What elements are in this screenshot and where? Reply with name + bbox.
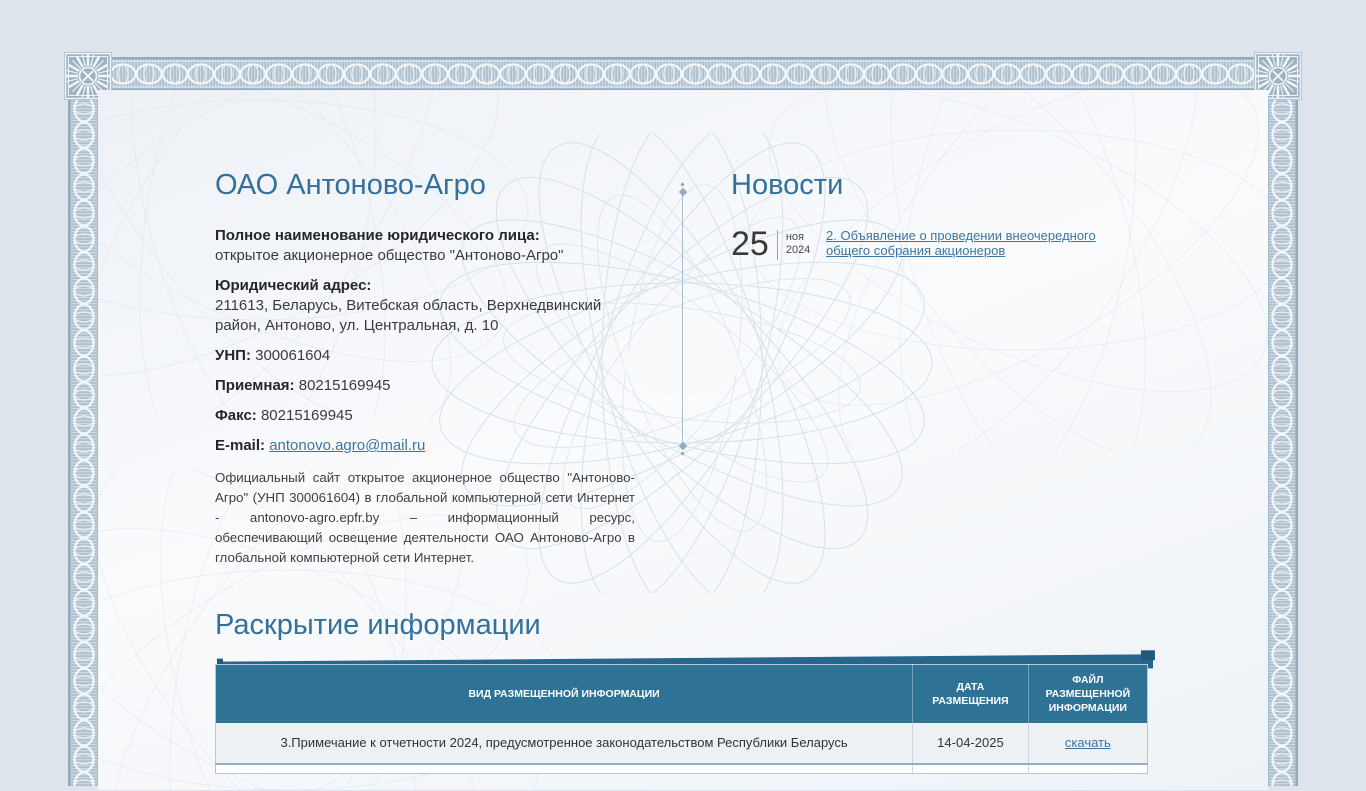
col-header-info: ВИД РАЗМЕЩЕННОЙ ИНФОРМАЦИИ [216, 665, 913, 724]
full-name-label: Полное наименование юридического лица: [215, 227, 540, 244]
frame-band-left [68, 96, 100, 786]
cell-date: 14-04-2025 [913, 723, 1029, 764]
column-divider [682, 193, 683, 445]
news-date-separator [777, 230, 778, 260]
news-month: ноя [785, 231, 804, 243]
site-description: Официальный сайт открытое акционерное общество "Антоново-Агро" (УНП 300061604) в глобальной компьютерной сети Интернет - antonovo-agro.epfr.by – информационный ресурс, обеспечивающий освещение деятельности ОАО Антоново-Агро в глобальной компьютерной сети Интернет. [215, 470, 635, 565]
disclosure-title: Раскрытие информации [215, 609, 541, 641]
fax-value: 80215169945 [260, 407, 353, 424]
reception-label: Приемная: [215, 377, 295, 394]
company-info-section [215, 168, 635, 568]
certificate-frame [64, 50, 1302, 780]
news-link[interactable]: 2. Объявление о проведении внеочередного общего собрания акционеров [826, 228, 1096, 258]
address-value: 211613, Беларусь, Витебская область, Верхнедвинский район, Антоново, ул. Центральная, д. 10 [215, 297, 602, 334]
page-title: ОАО Антоново-Агро [215, 169, 486, 201]
table-row [216, 723, 1148, 764]
news-date [731, 225, 826, 263]
unp-value: 300061604 [255, 347, 331, 364]
news-month-year [786, 228, 810, 257]
news-day: 25 [731, 225, 769, 263]
unp-field [215, 346, 635, 366]
full-name-value: открытое акционерное общество "Антоново-Агро" [215, 247, 564, 264]
fax-label: Факс: [215, 407, 257, 424]
cell-file [1028, 723, 1147, 764]
content-panel [98, 90, 1268, 790]
col-header-file: ФАЙЛ РАЗМЕЩЕННОЙ ИНФОРМАЦИИ [1028, 665, 1147, 724]
table-header-row [216, 665, 1148, 724]
disclosure-table [215, 664, 1148, 774]
address-field [215, 276, 635, 336]
cell-info: 3.Примечание к отчетности 2024, предусмотренное законодательством Республики Беларусь [216, 723, 913, 764]
frame-band-right [1266, 96, 1298, 786]
unp-label: УНП: [215, 347, 251, 364]
news-title: Новости [731, 169, 844, 201]
download-link[interactable]: скачать [1064, 735, 1111, 750]
reception-field [215, 376, 635, 396]
full-name-field [215, 226, 635, 266]
news-section [731, 168, 1148, 568]
news-year: 2024 [785, 244, 811, 256]
disclosure-table-wrap [215, 664, 1148, 774]
email-label: E-mail: [215, 437, 266, 454]
fax-field [215, 406, 635, 426]
email-link[interactable]: antonovo.agro@mail.ru [269, 437, 426, 454]
news-item [731, 225, 1148, 263]
table-row-partial [216, 764, 1148, 774]
address-label: Юридический адрес: [215, 277, 372, 294]
frame-band-top [110, 57, 1256, 91]
col-header-date: ДАТА РАЗМЕЩЕНИЯ [913, 665, 1029, 724]
email-field [215, 436, 635, 456]
reception-value: 80215169945 [298, 377, 391, 394]
top-columns [215, 168, 1148, 568]
